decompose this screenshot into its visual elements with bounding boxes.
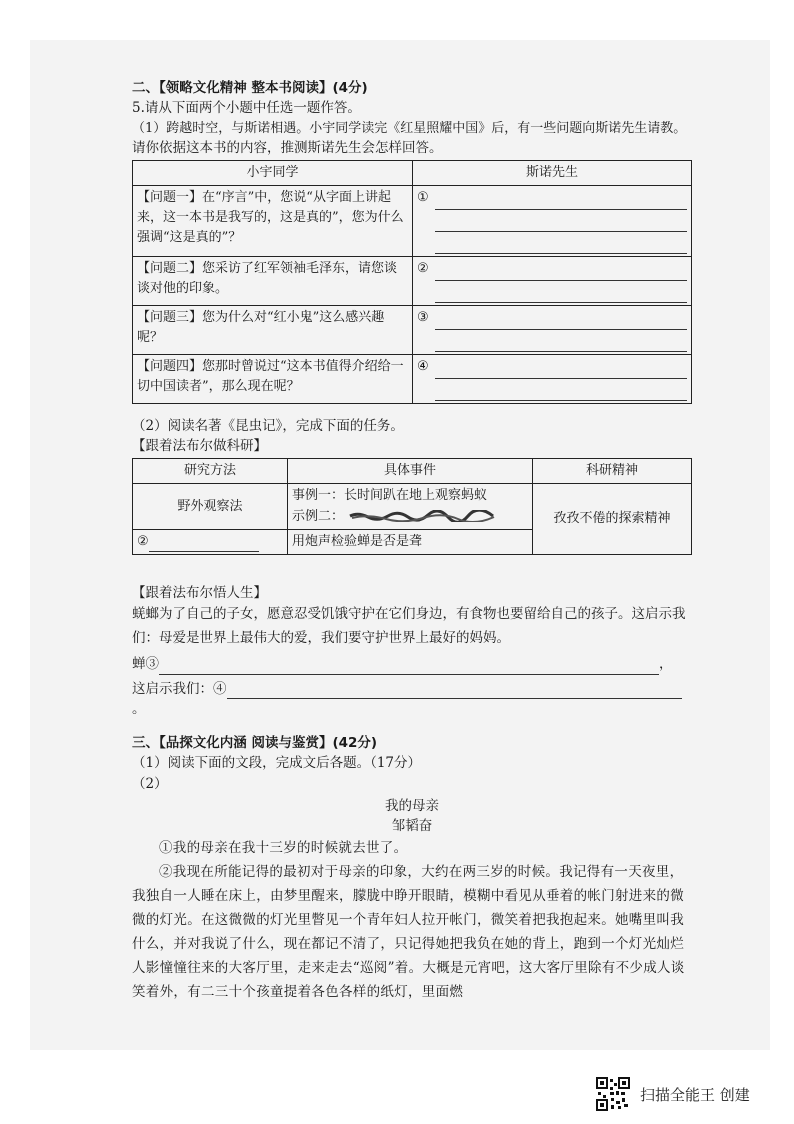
answer-number: ② <box>417 260 429 276</box>
table-row <box>133 354 692 403</box>
question-cell: 【问题二】您采访了红军领袖毛泽东，请您谈谈对他的印象。 <box>133 256 413 305</box>
table-row <box>133 185 692 256</box>
header-method: 研究方法 <box>133 459 288 484</box>
event-example2-row <box>292 507 528 528</box>
answer-line[interactable] <box>435 190 687 210</box>
cicada-row <box>132 654 692 674</box>
question-cell: 【问题一】在“序言”中，您说“从字面上讲起来，这一本书是我写的，这是真的”，您为什么强调“这是真的”？ <box>133 185 413 256</box>
answer-line[interactable] <box>435 261 687 281</box>
method-number: ② <box>137 534 149 550</box>
insight-row <box>132 679 692 720</box>
sub1-line2: 请你依据这本书的内容，推测斯诺先生会怎样回答。 <box>132 140 443 156</box>
header-event: 具体事件 <box>288 459 533 484</box>
crossed-out-scribble-icon <box>348 510 498 522</box>
sub1-line1: （1）跨越时空，与斯诺相遇。小宇同学读完《红星照耀中国》后，有一些问题向斯诺先生请教。 <box>132 120 687 136</box>
story-para2: ②我现在所能记得的最初对于母亲的印象，大约在两三岁的时候。我记得有一天夜里，我独自一人睡在床上，由梦里醒来，朦胧中睁开眼睛，模糊中看见从垂着的帐门射进来的微微的灯光。在这微微的灯光里瞥见一个青年妇人拉开帐门，微笑着把我抱起来。她嘴里叫我什么，并对我说了什么，现在都记不清了，只记得她把我负在她的背上，跑到一个灯光灿烂人影憧憧往来的大客厅里，走来走去“巡阅”着。大概是元宵吧，这大客厅里除有不少成人谈笑着外，有二三十个孩童提着各色各样的纸灯，里面燃 <box>132 864 685 1001</box>
snow-qa-table <box>132 160 692 404</box>
scanner-watermark <box>596 1077 750 1111</box>
answer-line[interactable] <box>435 359 687 379</box>
follow-research-heading: 【跟着法布尔做科研】 <box>132 438 267 454</box>
answer-line[interactable] <box>435 332 687 352</box>
insight-end: 。 <box>132 700 146 717</box>
question-5: 5.请从下面两个小题中任选一题作答。 <box>132 100 361 117</box>
cicada-end: ， <box>659 656 673 673</box>
method-blank-line[interactable] <box>149 538 259 552</box>
method-field-observation: 野外观察法 <box>133 483 288 530</box>
insight-label: 这启示我们：④ <box>132 680 227 697</box>
section3-sub2: （2） <box>132 775 168 792</box>
answer-line[interactable] <box>435 310 687 330</box>
table-row <box>133 305 692 354</box>
spirit-cell: 孜孜不倦的探索精神 <box>533 483 692 554</box>
answer-cell[interactable] <box>413 256 692 305</box>
insight-answer-line[interactable] <box>227 683 682 699</box>
event-cannon: 用炮声检验蝉是否是聋 <box>288 530 533 555</box>
question-cell: 【问题三】您为什么对“红小鬼”这么感兴趣呢？ <box>133 305 413 354</box>
story-para1: ①我的母亲在我十三岁的时候就去世了。 <box>159 840 408 857</box>
cicada-label: 蝉③ <box>132 656 159 673</box>
story-author: 邹韬奋 <box>391 818 433 835</box>
sub2: （2）阅读名著《昆虫记》，完成下面的任务。 <box>132 417 404 434</box>
fabre-research-table <box>132 458 692 555</box>
qr-code-icon <box>596 1077 630 1111</box>
table-row <box>133 256 692 305</box>
answer-number: ① <box>417 189 429 205</box>
answer-number: ③ <box>417 309 429 325</box>
event-cell <box>288 483 533 530</box>
answer-line[interactable] <box>435 212 687 232</box>
question-cell: 【问题四】您那时曾说过“这本书值得介绍给一切中国读者”，那么现在呢？ <box>133 354 413 403</box>
answer-number: ④ <box>417 358 429 374</box>
header-snow: 斯诺先生 <box>413 161 692 186</box>
scanner-app-label: 扫描全能王 创建 <box>640 1085 750 1104</box>
answer-line[interactable] <box>435 234 687 254</box>
follow-life-heading: 【跟着法布尔悟人生】 <box>132 584 267 601</box>
event-example2: 示例二： <box>292 508 345 524</box>
section3-sub1: （1）阅读下面的文段，完成文后各题。（17分） <box>132 755 422 772</box>
answer-cell[interactable] <box>413 354 692 403</box>
life-text: 蜣螂为了自己的子女，愿意忍受饥饿守护在它们身边，有食物也要留给自己的孩子。这启示我们：母爱是世界上最伟大的爱，我们要守护世界上最好的妈妈。 <box>132 606 686 646</box>
answer-line[interactable] <box>435 283 687 303</box>
answer-cell[interactable] <box>413 305 692 354</box>
answer-line[interactable] <box>435 381 687 401</box>
method-blank-cell[interactable] <box>133 530 288 555</box>
answer-cell[interactable] <box>413 185 692 256</box>
story-title: 我的母亲 <box>385 797 439 814</box>
section3-title: 三、【品探文化内涵 阅读与鉴赏】(42分) <box>132 735 378 752</box>
event-example1: 事例一：长时间趴在地上观察蚂蚁 <box>292 487 488 503</box>
header-student: 小宇同学 <box>133 161 413 186</box>
cicada-answer-line[interactable] <box>159 659 659 675</box>
section2-title: 二、【领略文化精神 整本书阅读】(4分) <box>132 80 368 96</box>
exam-content <box>132 78 692 1004</box>
header-spirit: 科研精神 <box>533 459 692 484</box>
